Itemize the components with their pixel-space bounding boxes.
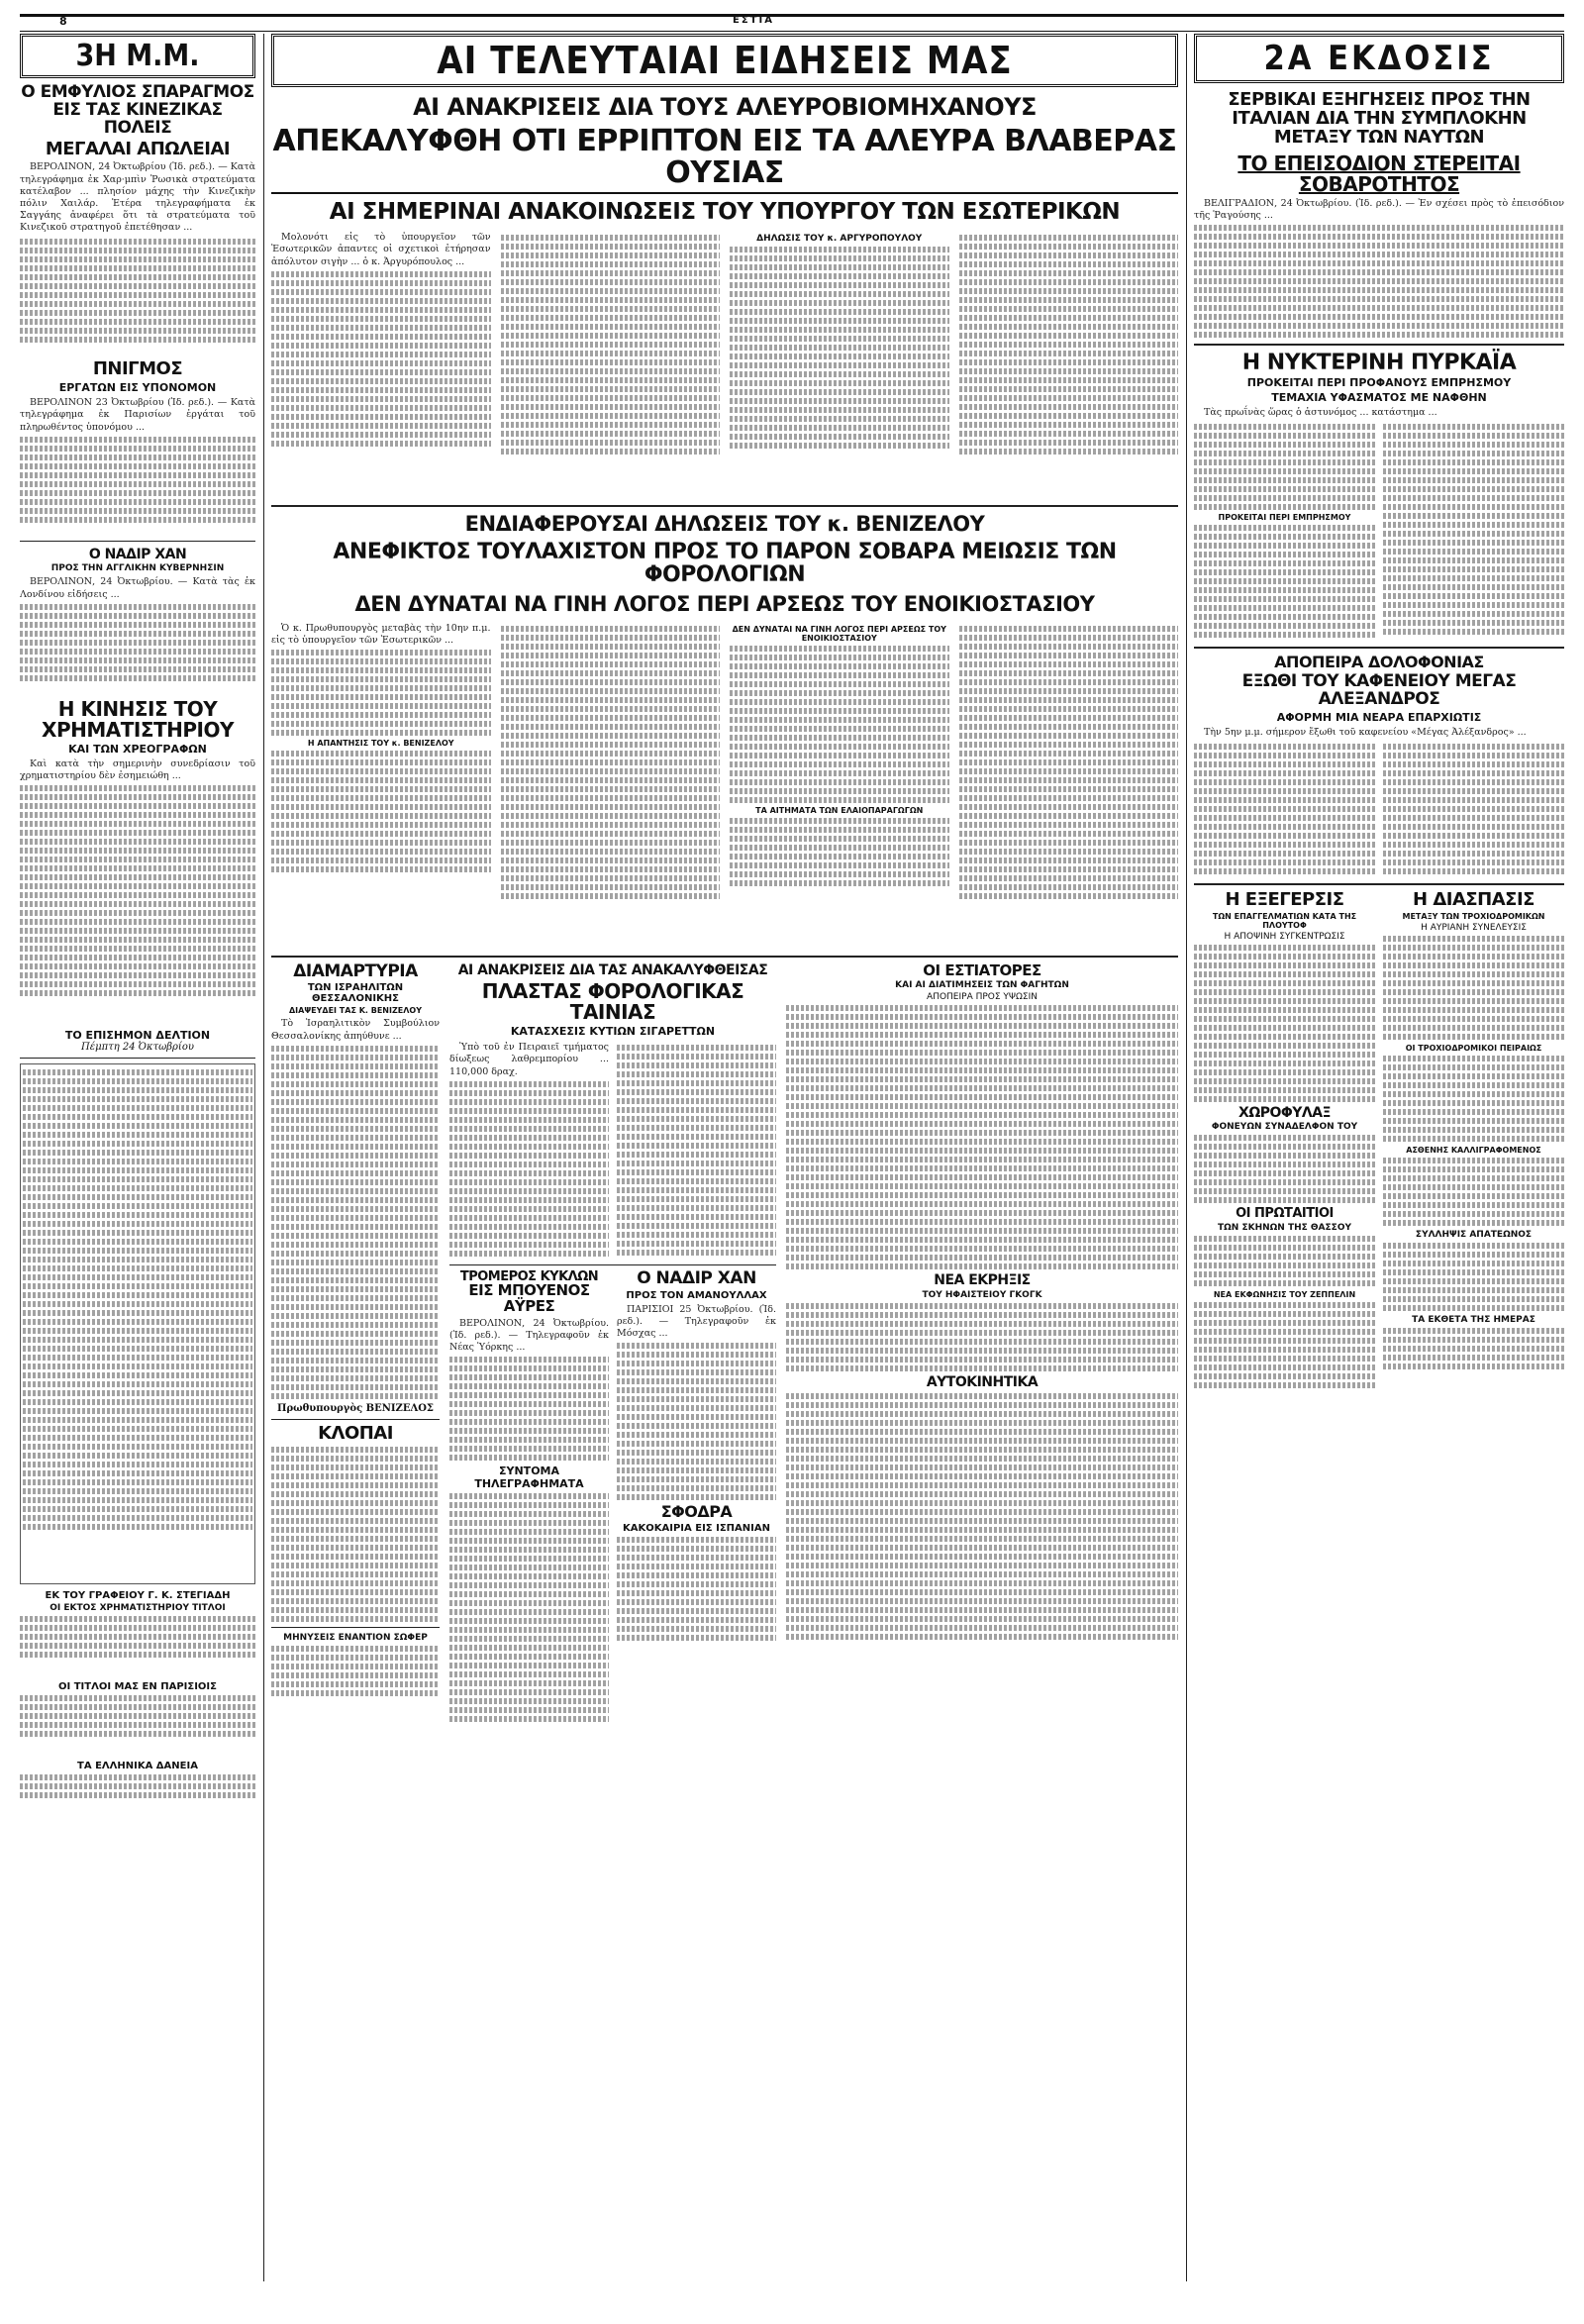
headline-fire: Η ΝΥΚΤΕΡΙΝΗ ΠΥΡΚΑΪΑ	[1241, 350, 1517, 375]
article-subhead: ΠΡΟΚΕΙΤΑΙ ΠΕΡΙ ΠΡΟΦΑΝΟΥΣ ΕΜΠΡΗΣΜΟΥ	[1246, 376, 1512, 390]
article-headline: ΔΙΑΜΑΡΤΥΡΙΑ	[293, 960, 418, 981]
article-body-fill	[20, 785, 255, 1023]
article-subhead: ΤΩΝ ΣΚΗΝΩΝ ΤΗΣ ΘΑΣΣΟΥ	[1218, 1223, 1351, 1234]
headline-harmful-substances: ΑΠΕΚΑΛΥΦΘΗ ΟΤΙ ΕΡΡΙΠΤΟΝ ΕΙΣ ΤΑ ΑΛΕΥΡΑ ΒΛΑΒΕΡΑΣ ΟΥΣΙΑΣ	[271, 126, 1178, 194]
column-rule	[263, 34, 264, 2281]
article-body: ΒΕΡΟΛΙΝΟΝ, 24 Ὀκτωβρίου (Ἰδ. ρεδ.). — Κατὰ τηλεγράφημα ἐκ Χαρ·μπὶν Ῥωσικὰ στρατεύματα κατέλαβον ... πλησίον μάχης τὴν Κινεζικὴν πόλιν Χαιλάρ. Ἑτέρα τηλεγραφήματα ἐκ Σαγγάης ἀναφέρει ὅτι τὰ στρατεύματα τοῦ Κινεζικοῦ στρατηγοῦ ἐπετέθησαν ...	[20, 161, 255, 234]
lead-col	[271, 232, 491, 499]
right-lower-col	[1194, 888, 1375, 1391]
article-body: Ὁ κ. Πρωθυπουργὸς μεταβὰς τὴν 10ην π.μ. εἰς τὸ ὑπουργεῖον τῶν Ἐσωτερικῶν ...	[271, 622, 491, 646]
banner-headline: ΑΙ ΤΕΛΕΥΤΑΙΑΙ ΕΙΔΗΣΕΙΣ ΜΑΣ	[271, 34, 1178, 87]
article-subhead: ΔΗΛΩΣΙΣ ΤΟΥ κ. ΑΡΓΥΡΟΠΟΥΛΟΥ	[756, 234, 923, 245]
article-headline: ΑΣΘΕΝΗΣ ΚΑΛΛΙΓΡΑΦΟΜΕΝΟΣ	[1406, 1145, 1541, 1155]
stock-table	[20, 1063, 255, 1584]
article-headline: ΟΙ ΤΡΟΧΙΟΔΡΟΜΙΚΟΙ ΠΕΙΡΑΙΩΣ	[1405, 1043, 1542, 1053]
right-column	[1194, 34, 1564, 1391]
article-body: ΒΕΡΟΛΙΝΟΝ, 24 Ὀκτωβρίου. (Ἰδ. ρεδ.). — Τηλεγραφοῦν ἐκ Νέας Ὑόρκης ...	[449, 1317, 609, 1354]
headline-taxation: ΑΝΕΦΙΚΤΟΣ ΤΟΥΛΑΧΙΣΤΟΝ ΠΡΟΣ ΤΟ ΠΑΡΟΝ ΣΟΒΑΡΑ ΜΕΙΩΣΙΣ ΤΩΝ ΦΟΡΟΛΟΓΙΩΝ	[333, 540, 1117, 588]
article-subhead: ΤΩΝ ΕΠΑΓΓΕΛΜΑΤΙΩΝ ΚΑΤΑ ΤΗΣ ΠΛΟΥΤΟΦ	[1212, 911, 1357, 930]
left-column	[20, 34, 255, 1814]
article-headline: ΜΗΝΥΣΕΙΣ ΕΝΑΝΤΙΟΝ ΣΩΦΕΡ	[283, 1632, 428, 1643]
article-nadir-khan-left	[20, 548, 255, 693]
edition-box-right: 2Α ΕΚΔΟΣΙΣ	[1194, 34, 1564, 83]
fire-col	[1194, 421, 1375, 641]
article-drowning	[20, 360, 255, 535]
headline-cafe: ΕΞΩΘΙ ΤΟΥ ΚΑΦΕΝΕΙΟΥ ΜΕΓΑΣ ΑΛΕΞΑΝΔΡΟΣ	[1241, 671, 1517, 709]
article-subhead: ΜΕΓΑΛΑΙ ΑΠΩΛΕΙΑΙ	[45, 138, 231, 159]
article-headline: ΣΦΟΔΡΑ	[660, 1502, 733, 1522]
headline-murder-attempt: ΑΠΟΠΕΙΡΑ ΔΟΛΟΦΟΝΙΑΣ	[1274, 653, 1484, 672]
article-headline: Η ΚΙΝΗΣΙΣ ΤΟΥ ΧΡΗΜΑΤΙΣΤΗΡΙΟΥ	[42, 696, 234, 742]
restaurants-article	[786, 960, 1178, 2191]
article-body: Τὴν 5ην μ.μ. σήμερον ἔξωθι τοῦ καφενείου «Μέγας Ἀλέξανδρος» ...	[1204, 726, 1527, 738]
article-civil-strife	[20, 84, 255, 354]
article-body-fill	[20, 1695, 255, 1755]
article-headline: ΑΙ ΑΝΑΚΡΙΣΕΙΣ ΔΙΑ ΤΑΣ ΑΝΑΚΑΛΥΦΘΕΙΣΑΣ	[457, 961, 768, 978]
venizelos-article-columns	[271, 623, 1178, 950]
murder-col	[1383, 741, 1564, 877]
article-headline: Η ΕΞΕΓΕΡΣΙΣ	[1225, 888, 1344, 910]
fire-col	[1383, 421, 1564, 641]
headline-flour: ΑΙ ΑΝΑΚΡΙΣΕΙΣ ΔΙΑ ΤΟΥΣ ΑΛΕΥΡΟΒΙΟΜΗΧΑΝΟΥΣ	[413, 93, 1037, 121]
article-subhead: ΤΩΝ ΙΣΡΑΗΛΙΤΩΝ ΘΕΣΣΑΛΟΝΙΚΗΣ	[307, 982, 404, 1005]
newspaper-page	[20, 14, 1564, 2291]
article-subhead: ΑΠΟΠΕΙΡΑ ΠΡΟΣ ΥΨΩΣΙΝ	[927, 992, 1038, 1003]
article-subhead: ΠΡΟΣ ΤΟΝ ΑΜΑΝΟΥΛΛΑΧ	[626, 1289, 767, 1301]
headline-serbian: ΣΕΡΒΙΚΑΙ ΕΞΗΓΗΣΕΙΣ ΠΡΟΣ ΤΗΝ ΙΤΑΛΙΑΝ ΔΙΑ ΤΗΝ ΣΥΜΠΛΟΚΗΝ ΜΕΤΑΞΥ ΤΩΝ ΝΑΥΤΩΝ	[1228, 89, 1531, 148]
article-headline: ΝΕΑ ΕΚΦΩΝΗΣΙΣ ΤΟΥ ΖΕΠΠΕΛΙΝ	[1213, 1290, 1356, 1300]
article-subhead: Η ΑΠΟΨΙΝΗ ΣΥΓΚΕΝΤΡΩΣΙΣ	[1224, 931, 1345, 942]
article-headline: ΚΛΟΠΑΙ	[318, 1422, 393, 1444]
headline-interior-minister: ΑΙ ΣΗΜΕΡΙΝΑΙ ΑΝΑΚΟΙΝΩΣΕΙΣ ΤΟΥ ΥΠΟΥΡΓΟΥ ΤΩΝ ΕΣΩΤΕΡΙΚΩΝ	[329, 199, 1121, 226]
murder-col	[1194, 741, 1375, 877]
article-headline: ΝΕΑ ΕΚΡΗΞΙΣ	[934, 1272, 1031, 1289]
article-official-bulletin	[20, 1029, 255, 1584]
article-headline: ΟΙ ΤΙΤΛΟΙ ΜΑΣ ΕΝ ΠΑΡΙΣΙΟΙΣ	[58, 1681, 217, 1693]
article-greek-loans	[20, 1761, 255, 1814]
article-body-fill	[20, 236, 255, 354]
article-headline: ΧΩΡΟΦΥΛΑΞ	[1238, 1104, 1331, 1121]
article-subhead: ΦΟΝΕΥΩΝ ΣΥΝΑΔΕΛΦΟΝ ΤΟΥ	[1211, 1122, 1358, 1133]
article-body: Μολονότι εἰς τὸ ὑπουργεῖον τῶν Ἐσωτερικῶν ἀπαντες οἱ σχετικοὶ ἐτήρησαν ἀπόλυτον σιγὴν ... ὁ κ. Ἀργυρόπουλος ...	[271, 232, 491, 267]
article-headline: ΤΑ ΕΚΘΕΤΑ ΤΗΣ ΗΜΕΡΑΣ	[1412, 1314, 1535, 1325]
article-subhead: ΚΑΙ ΤΩΝ ΧΡΕΟΓΡΑΦΩΝ	[68, 742, 207, 756]
article-body: ΠΑΡΙΣΙΟΙ 25 Ὀκτωβρίου. (Ἰδ. ρεδ.). — Τηλεγραφοῦν ἐκ Μόσχας ...	[617, 1303, 776, 1339]
ven-col	[271, 623, 491, 950]
column-rule	[1186, 34, 1187, 2281]
article-subhead: ΕΙΣ ΜΠΟΥΕΝΟΣ ΑΫΡΕΣ	[468, 1281, 590, 1316]
masthead-bar	[20, 14, 1564, 32]
ven-col	[959, 623, 1179, 950]
article-body-fill	[20, 437, 255, 536]
headline-venizelos-statements: ΕΝΔΙΑΦΕΡΟΥΣΑΙ ΔΗΛΩΣΕΙΣ ΤΟΥ κ. ΒΕΝΙΖΕΛΟΥ	[464, 512, 985, 537]
article-subhead: ΔΕΝ ΔΥΝΑΤΑΙ ΝΑ ΓΙΝΗ ΛΟΓΟΣ ΠΕΡΙ ΑΡΣΕΩΣ ΤΟΥ ΕΝΟΙΚΙΟΣΤΑΣΙΟΥ	[732, 624, 946, 643]
article-headline: ΤΡΟΜΕΡΟΣ ΚΥΚΛΩΝ	[459, 1268, 599, 1284]
article-body: ΒΕΛΙΓΡΑΔΙΟΝ, 24 Ὀκτωβρίου. (Ἰδ. ρεδ.). — Ἐν σχέσει πρὸς τὸ ἐπεισόδιον τῆς Ῥαγούσης ...	[1194, 197, 1564, 221]
article-body: Ὑπὸ τοῦ ἐν Πειραιεῖ τμήματος δίωξεως λαθρεμπορίου ... 110,000 δραχ.	[449, 1042, 609, 1077]
article-subhead: ΠΡΟΚΕΙΤΑΙ ΠΕΡΙ ΕΜΠΡΗΣΜΟΥ	[1218, 513, 1351, 523]
headline-incident: ΤΟ ΕΠΕΙΣΟΔΙΟΝ ΣΤΕΡΕΙΤΑΙ ΣΟΒΑΡΟΤΗΤΟΣ	[1238, 151, 1521, 196]
article-subhead: ΕΡΓΑΤΩΝ ΕΙΣ ΥΠΟΝΟΜΟΝ	[58, 381, 217, 395]
article-subhead: ΤΟΥ ΗΦΑΙΣΤΕΙΟΥ ΓΚΟΓΚ	[922, 1290, 1042, 1301]
article-headline: ΕΚ ΤΟΥ ΓΡΑΦΕΙΟΥ Γ. Κ. ΣΤΕΓΙΑΔΗ	[45, 1590, 231, 1602]
article-headline: ΣΥΝΤΟΜΑ ΤΗΛΕΓΡΑΦΗΜΑΤΑ	[474, 1465, 584, 1491]
article-subhead: Πέμπτη 24 Ὀκτωβρίου	[81, 1042, 194, 1054]
paper-name: ΕΣΤΙΑ	[733, 15, 774, 26]
article-headline: ΠΛΑΣΤΑΣ ΦΟΡΟΛΟΓΙΚΑΣ ΤΑΙΝΙΑΣ	[481, 979, 744, 1025]
fire-columns	[1194, 421, 1564, 641]
lead-col	[501, 232, 721, 499]
article-headline: ΤΑ ΕΛΛΗΝΙΚΑ ΔΑΝΕΙΑ	[77, 1761, 198, 1772]
article-subhead: ΠΡΟΣ ΤΗΝ ΑΓΓΛΙΚΗΝ ΚΥΒΕΡΝΗΣΙΝ	[50, 563, 225, 574]
lead-col	[730, 232, 949, 499]
page-number: 8	[59, 15, 67, 28]
article-subhead: ΚΑΤΑΣΧΕΣΙΣ ΚΥΤΙΩΝ ΣΙΓΑΡΕΤΤΩΝ	[510, 1025, 716, 1039]
protest-article	[271, 960, 440, 2191]
tax-columns	[449, 1042, 776, 1259]
article-subhead: ΚΑΙ ΑΙ ΔΙΑΤΙΜΗΣΕΙΣ ΤΩΝ ΦΑΓΗΤΩΝ	[895, 980, 1069, 991]
article-subhead: Η ΑΥΡΙΑΝΗ ΣΥΝΕΛΕΥΣΙΣ	[1421, 922, 1527, 933]
article-headline: ΟΙ ΕΣΤΙΑΤΟΡΕΣ	[923, 960, 1041, 979]
article-body: Καὶ κατὰ τὴν σημερινὴν συνεδρίασιν τοῦ χρηματιστηρίου δὲν ἐσημειώθη ...	[20, 758, 255, 781]
article-subhead: Η ΑΠΑΝΤΗΣΙΣ ΤΟΥ κ. ΒΕΝΙΖΕΛΟΥ	[307, 738, 454, 748]
lead-col	[959, 232, 1179, 499]
article-subhead: ΔΙΑΨΕΥΔΕΙ ΤΑΣ Κ. ΒΕΝΙΖΕΛΟΥ	[288, 1006, 423, 1016]
tax-col	[617, 1042, 776, 1259]
tax-stamps-article	[449, 963, 776, 2191]
article-stegiadis	[20, 1590, 255, 1675]
lead-article-columns	[271, 232, 1178, 499]
right-lower-columns	[1194, 888, 1564, 1391]
right-lower-col	[1383, 888, 1564, 1391]
article-subhead: ΑΦΟΡΜΗ ΜΙΑ ΝΕΑΡΑ ΕΠΑΡΧΙΩΤΙΣ	[1276, 710, 1482, 724]
cyclone-article	[449, 1270, 609, 1726]
article-subhead: ΚΑΚΟΚΑΙΡΙΑ ΕΙΣ ΙΣΠΑΝΙΑΝ	[623, 1522, 770, 1534]
article-stock-exchange	[20, 696, 255, 1023]
article-subhead: ΤΕΜΑΧΙΑ ΥΦΑΣΜΑΤΟΣ ΜΕ ΝΑΦΘΗΝ	[1271, 391, 1487, 405]
article-body: Τὸ Ἰσραηλιτικὸν Συμβούλιον Θεσσαλονίκης ἀπηύθυνε ...	[271, 1018, 440, 1042]
article-headline: Ο ΝΑΔΙΡ ΧΑΝ	[637, 1267, 756, 1288]
headline-rent-control: ΔΕΝ ΔΥΝΑΤΑΙ ΝΑ ΓΙΝΗ ΛΟΓΟΣ ΠΕΡΙ ΑΡΣΕΩΣ ΤΟΥ ΕΝΟΙΚΙΟΣΤΑΣΙΟΥ	[354, 591, 1095, 616]
article-body-fill	[20, 1616, 255, 1675]
article-headline: ΟΙ ΠΡΩΤΑΙΤΙΟΙ	[1236, 1206, 1334, 1222]
article-headline: Η ΔΙΑΣΠΑΣΙΣ	[1413, 888, 1534, 910]
article-body: ΒΕΡΟΛΙΝΟΝ 23 Ὀκτωβρίου (Ἰδ. ρεδ.). — Κατὰ τηλεγράφημα ἐκ Παρισίων ἐργάται τοῦ πληρωθέντος ὑπονόμου ...	[20, 397, 255, 433]
nadir-article	[617, 1267, 776, 1726]
lower-main-area	[271, 960, 1178, 2191]
article-subhead: ΜΕΤΑΞΥ ΤΩΝ ΤΡΟΧΙΟΔΡΟΜΙΚΩΝ	[1402, 911, 1545, 921]
lower-tax-columns	[449, 1267, 776, 1726]
article-headline: Ο ΕΜΦΥΛΙΟΣ ΣΠΑΡΑΓΜΟΣ ΕΙΣ ΤΑΣ ΚΙΝΕΖΙΚΑΣ ΠΟΛΕΙΣ	[21, 82, 254, 138]
murder-columns	[1194, 741, 1564, 877]
article-headline: ΑΥΤΟΚΙΝΗΤΙΚΑ	[926, 1374, 1039, 1391]
ven-col	[730, 623, 949, 950]
main-news-area	[271, 34, 1178, 2191]
article-subhead: ΟΙ ΕΚΤΟΣ ΧΡΗΜΑΤΙΣΤΗΡΙΟΥ ΤΙΤΛΟΙ	[50, 1603, 226, 1614]
tax-col	[449, 1042, 609, 1259]
article-body-fill	[20, 1774, 255, 1814]
article-headline: Ο ΝΑΔΙΡ ΧΑΝ	[88, 546, 187, 562]
ven-col	[501, 623, 721, 950]
edition-box: 3Η Μ.Μ.	[20, 34, 255, 78]
article-subhead: ΤΑ ΑΙΤΗΜΑΤΑ ΤΩΝ ΕΛΑΙΟΠΑΡΑΓΩΓΩΝ	[755, 805, 924, 815]
signature: Πρωθυπουργὸς ΒΕΝΙΖΕΛΟΣ	[277, 1402, 434, 1414]
article-headline: ΤΟ ΕΠΙΣΗΜΟΝ ΔΕΛΤΙΟΝ	[64, 1029, 211, 1043]
article-body: Τὰς πρωΐνὰς ὥρας ὁ ἀστυνόμος ... κατάστημα ...	[1204, 407, 1437, 419]
article-body-fill	[20, 604, 255, 693]
article-headline: ΣΥΛΛΗΨΙΣ ΑΠΑΤΕΩΝΟΣ	[1415, 1229, 1533, 1240]
article-headline: ΠΝΙΓΜΟΣ	[92, 358, 183, 380]
article-body: ΒΕΡΟΛΙΝΟΝ, 24 Ὀκτωβρίου. — Κατὰ τὰς ἐκ Λονδίνου εἰδήσεις ...	[20, 576, 255, 600]
article-paris-titles	[20, 1681, 255, 1755]
